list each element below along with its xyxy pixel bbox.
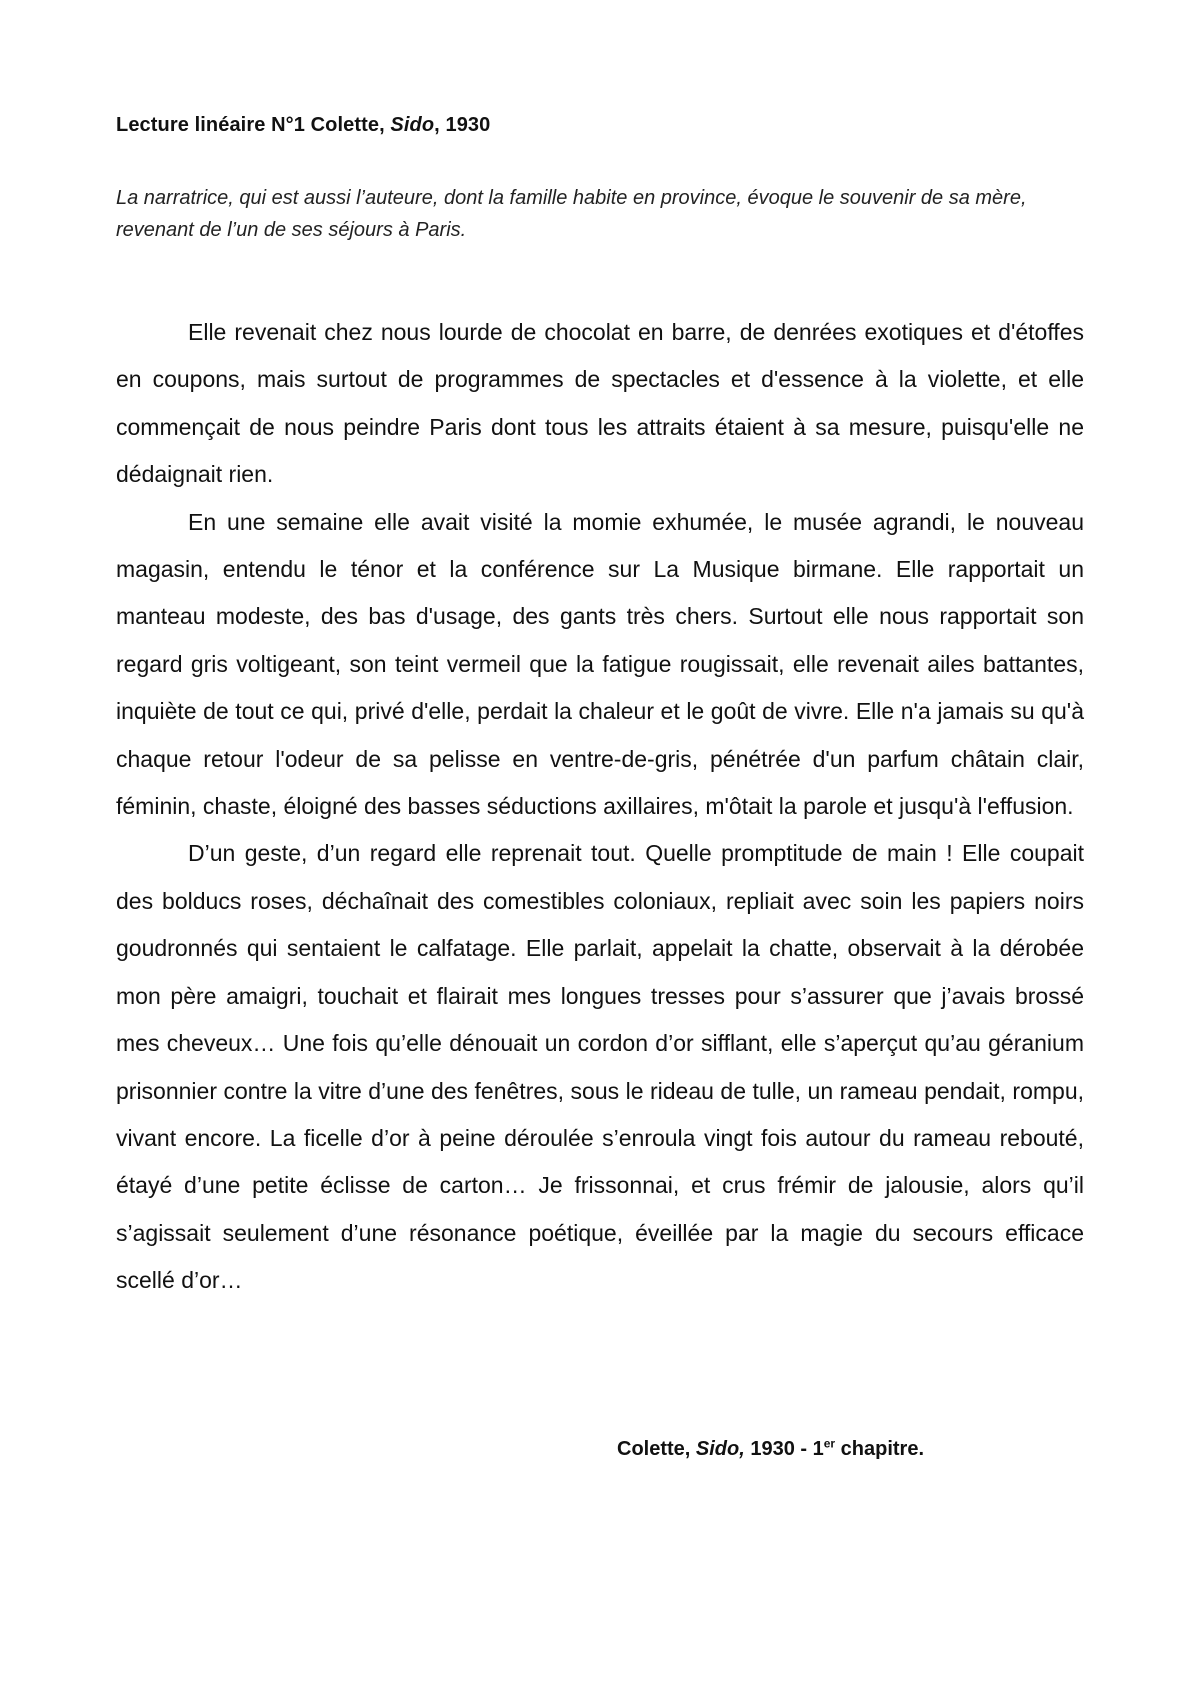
- citation-author: Colette,: [617, 1438, 696, 1460]
- title-suffix: , 1930: [434, 114, 491, 136]
- excerpt-text: [116, 309, 1084, 1305]
- excerpt-paragraph-3: D’un geste, d’un regard elle reprenait tout. Quelle promptitude de main ! Elle coupait des bolducs roses, déchaînait des comestibles coloniaux, repliait avec soin les papiers noirs goudronnés qui sentaient le calfatage. Elle parlait, appelait la chatte, observait à la dérobée mon père amaigri, touchait et flairait mes longues tresses pour s’assurer que j’avais brossé mes cheveux… Une fois qu’elle dénouait un cordon d’or sifflant, elle s’aperçut qu’au géranium prisonnier contre la vitre d’une des fenêtres, sous le rideau de tulle, un rameau pendait, rompu, vivant encore. La ficelle d’or à peine déroulée s’enroula vingt fois autour du rameau rebouté, étayé d’une petite éclisse de carton… Je frissonnai, et crus frémir de jalousie, alors qu’il s’agissait seulement d’une résonance poétique, éveillée par la magie du secours efficace scellé d’or…: [116, 840, 1084, 1294]
- source-citation: [617, 1438, 924, 1461]
- citation-ordinal: er: [823, 1436, 836, 1451]
- citation-work: Sido,: [695, 1438, 745, 1460]
- document-title: [116, 114, 490, 137]
- citation-chapter: chapitre.: [835, 1438, 925, 1460]
- excerpt-paragraph-1: Elle revenait chez nous lourde de chocolat en barre, de denrées exotiques et d'étoffes en coupons, mais surtout de programmes de spectacles et d'essence à la violette, et elle commençait de nous peindre Paris dont tous les attraits étaient à sa mesure, puisqu'elle ne dédaignait rien.: [116, 319, 1084, 488]
- intro-paragraph: La narratrice, qui est aussi l’auteure, dont la famille habite en province, évoque le souvenir de sa mère, revenant de l’un de ses séjours à Paris.: [116, 187, 1027, 241]
- excerpt-paragraph-2: En une semaine elle avait visité la momie exhumée, le musée agrandi, le nouveau magasin, entendu le ténor et la conférence sur La Musique birmane. Elle rapportait un manteau modeste, des bas d'usage, des gants très chers. Surtout elle nous rapportait son regard gris voltigeant, son teint vermeil que la fatigue rougissait, elle revenait ailes battantes, inquiète de tout ce qui, privé d'elle, perdait la chaleur et le goût de vivre. Elle n'a jamais su qu'à chaque retour l'odeur de sa pelisse en ventre-de-gris, pénétrée d'un parfum châtain clair, féminin, chaste, éloigné des basses séductions axillaires, m'ôtait la parole et jusqu'à l'effusion.: [116, 508, 1084, 820]
- citation-year: 1930 - 1: [744, 1438, 824, 1460]
- title-work: Sido: [390, 114, 435, 136]
- title-prefix: Lecture linéaire N°1 Colette,: [116, 114, 391, 136]
